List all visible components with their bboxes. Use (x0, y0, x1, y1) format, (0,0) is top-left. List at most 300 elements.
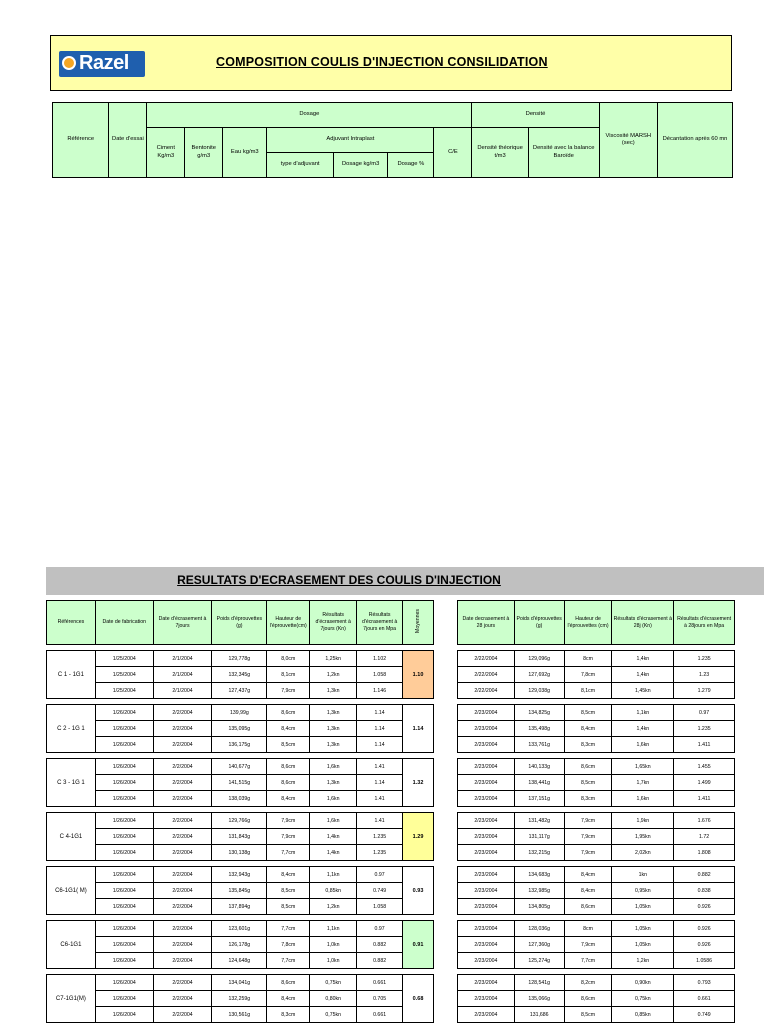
table-row (47, 759, 434, 775)
table-row (47, 813, 434, 829)
header-bentonite: Bentonite g/m3 (185, 128, 223, 178)
cell-h7: 7,9cm (267, 829, 310, 845)
cell-p28: 127,360g (514, 937, 564, 953)
header-densite: Densité (472, 103, 599, 128)
cell-h7: 8,0cm (267, 651, 310, 667)
cell-fab: 1/25/2004 (95, 667, 153, 683)
cell-kn28: 1kn (612, 867, 674, 883)
cell-p7: 132,943g (212, 867, 267, 883)
cell-d7: 2/2/2004 (153, 775, 212, 791)
cell-h28: 8,1cm (564, 683, 612, 699)
table-row (458, 721, 735, 737)
cell-h28: 7,9cm (564, 829, 612, 845)
cell-p28: 135,498g (514, 721, 564, 737)
cell-kn7: 1,0kn (310, 937, 357, 953)
cell-kn28: 2,02kn (612, 845, 674, 861)
cell-p28: 134,683g (514, 867, 564, 883)
cell-fab: 1/26/2004 (95, 813, 153, 829)
header-cell: Références (47, 601, 96, 645)
table-row (458, 867, 735, 883)
cell-kn7: 1,2kn (310, 667, 357, 683)
cell-h7: 7,7cm (267, 953, 310, 969)
cell-d7: 2/2/2004 (153, 721, 212, 737)
reference-cell: C6-1G1( M) (47, 867, 96, 915)
composition-table (52, 102, 733, 178)
cell-mpa7: 1.41 (357, 791, 403, 807)
cell-mpa7: 0.661 (357, 1007, 403, 1023)
cell-mpa7: 1.14 (357, 737, 403, 753)
cell-mpa7: 0.97 (357, 867, 403, 883)
cell-h28: 7,9cm (564, 813, 612, 829)
cell-kn7: 1,6kn (310, 759, 357, 775)
cell-p7: 131,843g (212, 829, 267, 845)
cell-p7: 132,259g (212, 991, 267, 1007)
cell-kn7: 1,1kn (310, 867, 357, 883)
cell-fab: 1/26/2004 (95, 937, 153, 953)
table-row (47, 937, 434, 953)
cell-fab: 1/25/2004 (95, 651, 153, 667)
header-ciment: Ciment Kg/m3 (147, 128, 185, 178)
header-cell: Poids d'éprouvettes (g) (514, 601, 564, 645)
header-decantation: Décantation après 60 mn (658, 103, 733, 178)
table-row (47, 667, 434, 683)
razel-logo (59, 51, 145, 77)
cell-kn7: 1,3kn (310, 721, 357, 737)
table-row (47, 921, 434, 937)
table-row (47, 953, 434, 969)
header-cell: Date d'écrasement à 7jours (153, 601, 212, 645)
cell-d28: 2/23/2004 (458, 867, 515, 883)
cell-d7: 2/2/2004 (153, 975, 212, 991)
cell-d28: 2/23/2004 (458, 991, 515, 1007)
cell-kn7: 0,80kn (310, 991, 357, 1007)
table-row (458, 737, 735, 753)
cell-h28: 8cm (564, 651, 612, 667)
cell-mpa28: 0.838 (674, 883, 735, 899)
cell-kn28: 1,45kn (612, 683, 674, 699)
cell-h28: 8cm (564, 921, 612, 937)
cell-d7: 2/2/2004 (153, 705, 212, 721)
reference-cell: C 2 - 1G 1 (47, 705, 96, 753)
cell-p28: 125,274g (514, 953, 564, 969)
reference-cell: C6-1G1 (47, 921, 96, 969)
cell-h28: 8,6cm (564, 759, 612, 775)
header-dosage: Dosage (147, 103, 472, 128)
cell-fab: 1/26/2004 (95, 775, 153, 791)
cell-p28: 131,117g (514, 829, 564, 845)
cell-p28: 132,985g (514, 883, 564, 899)
cell-p7: 141,515g (212, 775, 267, 791)
cell-p7: 129,766g (212, 813, 267, 829)
cell-p7: 136,175g (212, 737, 267, 753)
table-row (458, 937, 735, 953)
cell-d7: 2/2/2004 (153, 883, 212, 899)
header-cell: Date decrasement à 28 jours (458, 601, 515, 645)
cell-mpa28: 0.793 (674, 975, 735, 991)
table-row (458, 991, 735, 1007)
average-cell: 1.10 (403, 651, 434, 699)
cell-mpa28: 1.455 (674, 759, 735, 775)
cell-fab: 1/26/2004 (95, 899, 153, 915)
cell-kn7: 1,3kn (310, 683, 357, 699)
cell-fab: 1/26/2004 (95, 791, 153, 807)
cell-mpa7: 0.749 (357, 883, 403, 899)
cell-h7: 7,9cm (267, 683, 310, 699)
cell-p28: 127,692g (514, 667, 564, 683)
results-7day-header-row (47, 601, 434, 645)
cell-kn28: 1,05kn (612, 937, 674, 953)
header-cell (403, 601, 434, 645)
cell-d7: 2/2/2004 (153, 829, 212, 845)
cell-p7: 124,648g (212, 953, 267, 969)
cell-p28: 137,151g (514, 791, 564, 807)
table-row (47, 1007, 434, 1023)
header-cell: Résultats d'écrasement à 28jours en Mpa (674, 601, 735, 645)
cell-mpa28: 0.882 (674, 867, 735, 883)
cell-fab: 1/26/2004 (95, 883, 153, 899)
cell-h7: 8,5cm (267, 883, 310, 899)
table-row (47, 775, 434, 791)
cell-p7: 127,437g (212, 683, 267, 699)
cell-h7: 8,5cm (267, 737, 310, 753)
cell-d7: 2/2/2004 (153, 791, 212, 807)
table-row (458, 791, 735, 807)
table-row (458, 775, 735, 791)
table-row (47, 791, 434, 807)
table-row (47, 721, 434, 737)
header-date: Date d'essai (109, 103, 147, 178)
cell-p7: 137,894g (212, 899, 267, 915)
cell-kn28: 0,85kn (612, 1007, 674, 1023)
cell-fab: 1/26/2004 (95, 829, 153, 845)
cell-h28: 8,4cm (564, 867, 612, 883)
cell-p7: 138,039g (212, 791, 267, 807)
cell-h7: 8,4cm (267, 867, 310, 883)
header-cell: Hauteur de l'éprouvette(cm) (267, 601, 310, 645)
cell-h7: 7,7cm (267, 845, 310, 861)
table-row (47, 899, 434, 915)
cell-p7: 123,601g (212, 921, 267, 937)
cell-fab: 1/26/2004 (95, 953, 153, 969)
cell-h7: 7,9cm (267, 813, 310, 829)
table-row (458, 883, 735, 899)
cell-d7: 2/2/2004 (153, 813, 212, 829)
cell-mpa28: 0.661 (674, 991, 735, 1007)
cell-kn7: 1,25kn (310, 651, 357, 667)
cell-d28: 2/23/2004 (458, 737, 515, 753)
cell-d7: 2/2/2004 (153, 867, 212, 883)
cell-h28: 7,9cm (564, 845, 612, 861)
cell-kn7: 1,1kn (310, 921, 357, 937)
header-type-adjuvant: type d'adjuvant (267, 153, 334, 178)
cell-d7: 2/2/2004 (153, 759, 212, 775)
cell-fab: 1/26/2004 (95, 991, 153, 1007)
cell-d28: 2/23/2004 (458, 791, 515, 807)
cell-h28: 8,2cm (564, 975, 612, 991)
results-28day-header-row (458, 601, 735, 645)
cell-mpa28: 1.499 (674, 775, 735, 791)
header-densite-balance: Densité avec la balance Baroïde (528, 128, 599, 178)
cell-d7: 2/2/2004 (153, 953, 212, 969)
header-adjuvant: Adjuvant Intraplast (267, 128, 434, 153)
table-row (47, 867, 434, 883)
cell-kn7: 0,75kn (310, 975, 357, 991)
table-row (47, 883, 434, 899)
reference-cell: C7-1G1(M) (47, 975, 96, 1023)
cell-fab: 1/26/2004 (95, 845, 153, 861)
table-row (458, 953, 735, 969)
table-row (47, 829, 434, 845)
cell-kn28: 0,90kn (612, 975, 674, 991)
cell-fab: 1/26/2004 (95, 975, 153, 991)
cell-d7: 2/2/2004 (153, 1007, 212, 1023)
cell-fab: 1/26/2004 (95, 921, 153, 937)
results-title: RESULTATS D'ECRASEMENT DES COULIS D'INJECTION (177, 573, 501, 587)
cell-p7: 126,178g (212, 937, 267, 953)
logo-text: Razel (79, 52, 129, 74)
table-row (458, 829, 735, 845)
table-row (47, 705, 434, 721)
cell-mpa7: 0.705 (357, 991, 403, 1007)
cell-p28: 134,825g (514, 705, 564, 721)
cell-kn28: 1,6kn (612, 737, 674, 753)
cell-p28: 131,482g (514, 813, 564, 829)
header-dosage-pct: Dosage % (388, 153, 434, 178)
cell-h7: 8,1cm (267, 667, 310, 683)
cell-mpa7: 1.235 (357, 845, 403, 861)
cell-mpa7: 0.882 (357, 937, 403, 953)
cell-d28: 2/22/2004 (458, 683, 515, 699)
cell-d7: 2/1/2004 (153, 667, 212, 683)
table-row (458, 1007, 735, 1023)
cell-h7: 7,7cm (267, 921, 310, 937)
cell-p28: 128,036g (514, 921, 564, 937)
table-row (458, 845, 735, 861)
header-moyennes: Moyennes (414, 609, 421, 634)
cell-d7: 2/2/2004 (153, 899, 212, 915)
cell-h28: 8,6cm (564, 991, 612, 1007)
cell-d28: 2/22/2004 (458, 651, 515, 667)
cell-fab: 1/25/2004 (95, 683, 153, 699)
cell-mpa28: 1.411 (674, 737, 735, 753)
cell-h28: 8,5cm (564, 1007, 612, 1023)
cell-mpa28: 1.676 (674, 813, 735, 829)
cell-kn7: 1,4kn (310, 829, 357, 845)
cell-kn7: 1,3kn (310, 775, 357, 791)
header-cell: Résultats d'écrasement à 7jours (Kn) (310, 601, 357, 645)
cell-mpa7: 1.14 (357, 705, 403, 721)
cell-fab: 1/26/2004 (95, 705, 153, 721)
cell-d7: 2/2/2004 (153, 737, 212, 753)
header-cell: Résultats d'écrasement à 28j (Kn) (612, 601, 674, 645)
cell-h7: 8,6cm (267, 975, 310, 991)
cell-h28: 7,9cm (564, 937, 612, 953)
cell-mpa28: 1.72 (674, 829, 735, 845)
cell-kn7: 0,85kn (310, 883, 357, 899)
document-header (50, 35, 732, 91)
cell-d28: 2/23/2004 (458, 1007, 515, 1023)
table-row (458, 705, 735, 721)
header-eau: Eau kg/m3 (223, 128, 267, 178)
cell-d28: 2/23/2004 (458, 813, 515, 829)
results-28day-table (457, 600, 735, 1023)
cell-p7: 130,138g (212, 845, 267, 861)
cell-mpa7: 1.058 (357, 667, 403, 683)
cell-mpa7: 1.102 (357, 651, 403, 667)
cell-fab: 1/26/2004 (95, 1007, 153, 1023)
cell-p7: 132,345g (212, 667, 267, 683)
cell-mpa7: 1.235 (357, 829, 403, 845)
table-row (458, 813, 735, 829)
cell-p28: 132,215g (514, 845, 564, 861)
cell-h7: 8,6cm (267, 759, 310, 775)
cell-kn7: 1,6kn (310, 813, 357, 829)
results-title-bar (46, 567, 764, 595)
cell-p28: 133,761g (514, 737, 564, 753)
cell-h7: 8,6cm (267, 775, 310, 791)
cell-h7: 8,3cm (267, 1007, 310, 1023)
reference-cell: C 1 - 1G1 (47, 651, 96, 699)
cell-kn28: 1,7kn (612, 775, 674, 791)
reference-cell: C 4-1G1 (47, 813, 96, 861)
cell-d28: 2/23/2004 (458, 899, 515, 915)
cell-fab: 1/26/2004 (95, 721, 153, 737)
cell-mpa7: 1.058 (357, 899, 403, 915)
cell-p28: 135,066g (514, 991, 564, 1007)
cell-d28: 2/23/2004 (458, 705, 515, 721)
header-cell: Hauteur de l'éprouvettes (cm) (564, 601, 612, 645)
cell-h28: 7,8cm (564, 667, 612, 683)
cell-mpa28: 1.0586 (674, 953, 735, 969)
header-cell: Date de fabrication (95, 601, 153, 645)
table-row (458, 683, 735, 699)
cell-kn28: 1,65kn (612, 759, 674, 775)
cell-d28: 2/23/2004 (458, 937, 515, 953)
header-ce: C/E (434, 128, 472, 178)
cell-d28: 2/23/2004 (458, 829, 515, 845)
average-cell: 0.68 (403, 975, 434, 1023)
cell-mpa7: 1.41 (357, 813, 403, 829)
table-row (458, 651, 735, 667)
cell-p7: 129,778g (212, 651, 267, 667)
header-dosage-kg: Dosage kg/m3 (333, 153, 387, 178)
table-row (47, 845, 434, 861)
cell-mpa7: 1.14 (357, 721, 403, 737)
cell-kn28: 1,6kn (612, 791, 674, 807)
cell-kn7: 1,0kn (310, 953, 357, 969)
cell-p7: 140,677g (212, 759, 267, 775)
cell-d7: 2/2/2004 (153, 921, 212, 937)
cell-mpa28: 0.926 (674, 921, 735, 937)
cell-mpa28: 1.808 (674, 845, 735, 861)
cell-kn28: 1,1kn (612, 705, 674, 721)
cell-h28: 8,3cm (564, 791, 612, 807)
cell-kn28: 1,2kn (612, 953, 674, 969)
cell-p28: 134,805g (514, 899, 564, 915)
cell-p28: 138,441g (514, 775, 564, 791)
table-row (458, 921, 735, 937)
cell-p28: 129,096g (514, 651, 564, 667)
cell-h28: 8,5cm (564, 705, 612, 721)
average-cell: 1.14 (403, 705, 434, 753)
cell-kn7: 1,2kn (310, 899, 357, 915)
cell-fab: 1/26/2004 (95, 759, 153, 775)
cell-h28: 8,3cm (564, 737, 612, 753)
logo-mark-icon (62, 56, 76, 70)
cell-h7: 8,4cm (267, 721, 310, 737)
document-title: COMPOSITION COULIS D'INJECTION CONSILIDATION (216, 55, 548, 69)
cell-kn7: 1,3kn (310, 737, 357, 753)
header-viscosite: Viscosité MARSH (sec) (599, 103, 657, 178)
header-cell: Poids d'éprouvettes (g) (212, 601, 267, 645)
cell-kn28: 1,4kn (612, 667, 674, 683)
cell-d28: 2/23/2004 (458, 953, 515, 969)
cell-mpa28: 0.926 (674, 937, 735, 953)
average-cell: 1.32 (403, 759, 434, 807)
cell-kn28: 1,9kn (612, 813, 674, 829)
table-row (47, 975, 434, 991)
cell-mpa7: 0.661 (357, 975, 403, 991)
cell-kn28: 1,95kn (612, 829, 674, 845)
results-7day-table (46, 600, 434, 1023)
cell-d28: 2/23/2004 (458, 759, 515, 775)
cell-p7: 130,561g (212, 1007, 267, 1023)
cell-mpa28: 1.23 (674, 667, 735, 683)
cell-d28: 2/23/2004 (458, 775, 515, 791)
cell-h7: 8,6cm (267, 705, 310, 721)
cell-d28: 2/23/2004 (458, 845, 515, 861)
cell-h28: 7,7cm (564, 953, 612, 969)
cell-h28: 8,4cm (564, 721, 612, 737)
cell-d28: 2/23/2004 (458, 721, 515, 737)
cell-d7: 2/2/2004 (153, 845, 212, 861)
cell-p7: 139,99g (212, 705, 267, 721)
table-row (47, 737, 434, 753)
cell-p28: 129,038g (514, 683, 564, 699)
cell-mpa28: 1.411 (674, 791, 735, 807)
reference-cell: C 3 - 1G 1 (47, 759, 96, 807)
cell-h7: 8,4cm (267, 791, 310, 807)
cell-mpa28: 1.235 (674, 651, 735, 667)
cell-kn28: 1,05kn (612, 899, 674, 915)
cell-h28: 8,6cm (564, 899, 612, 915)
cell-fab: 1/26/2004 (95, 737, 153, 753)
cell-h28: 8,5cm (564, 775, 612, 791)
cell-p7: 134,041g (212, 975, 267, 991)
cell-d28: 2/23/2004 (458, 883, 515, 899)
cell-h7: 7,8cm (267, 937, 310, 953)
cell-kn28: 1,05kn (612, 921, 674, 937)
cell-kn7: 0,75kn (310, 1007, 357, 1023)
cell-p28: 131,686 (514, 1007, 564, 1023)
average-cell: 0.93 (403, 867, 434, 915)
cell-p28: 128,541g (514, 975, 564, 991)
cell-kn28: 1,4kn (612, 651, 674, 667)
cell-mpa7: 1.41 (357, 759, 403, 775)
cell-p7: 135,095g (212, 721, 267, 737)
cell-mpa28: 0.749 (674, 1007, 735, 1023)
cell-mpa7: 1.146 (357, 683, 403, 699)
cell-mpa28: 0.97 (674, 705, 735, 721)
header-densite-theorique: Densité théorique t/m3 (472, 128, 528, 178)
header-reference: Référence (53, 103, 109, 178)
table-row (458, 759, 735, 775)
cell-mpa7: 1.14 (357, 775, 403, 791)
cell-p7: 135,845g (212, 883, 267, 899)
table-row (458, 899, 735, 915)
table-row (458, 975, 735, 991)
cell-p28: 140,133g (514, 759, 564, 775)
